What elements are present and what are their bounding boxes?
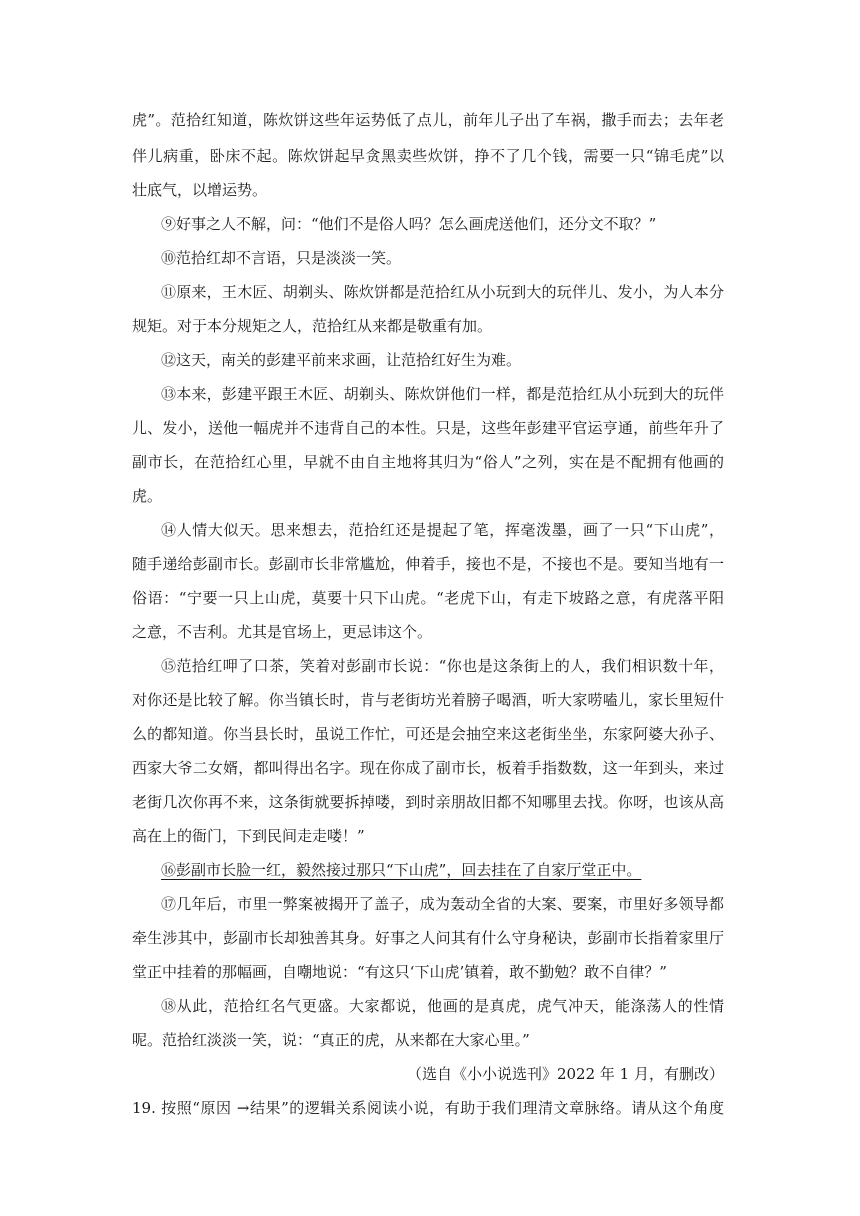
text-line: 虎”。范拾红知道，陈炊饼这些年运势低了点儿，前年儿子出了车祸，撒手而去；去年老 bbox=[132, 111, 724, 129]
text-line: 规矩。对于本分规矩之人，范拾红从来都是敬重有加。 bbox=[132, 317, 493, 335]
text-line: 壮底气，以增运势。 bbox=[132, 181, 268, 199]
text-line: 之意，不吉利。尤其是官场上，更忌讳这个。 bbox=[132, 623, 433, 641]
text-line: 牵生涉其中，彭副市长却独善其身。好事之人问其有什么守身秘诀，彭副市长指着家里厅 bbox=[132, 929, 724, 947]
text-line: 副市长，在范拾红心里，早就不由自主地将其归为“俗人”之列，实在是不配拥有他画的 bbox=[132, 453, 724, 471]
text-line: ⑫这天，南关的彭建平前来求画，让范拾红好生为难。 bbox=[161, 351, 522, 369]
text-line: ⑮范拾红呷了口茶，笑着对彭副市长说：“你也是这条街上的人，我们相识数十年， bbox=[161, 657, 724, 675]
text-line: 儿、发小，送他一幅虎并不违背自己的本性。只是，这些年彭建平官运亨通，前些年升了 bbox=[132, 419, 724, 437]
text-line: 对你还是比较了解。你当镇长时，肯与老街坊光着膀子喝酒，听大家唠嗑儿，家长里短什 bbox=[132, 691, 724, 709]
text-line: ⑨好事之人不解，问：“他们不是俗人吗？怎么画虎送他们，还分文不取？” bbox=[161, 215, 657, 233]
text-line: 呢。范拾红淡淡一笑，说：“真正的虎，从来都在大家心里。” bbox=[132, 1031, 530, 1049]
text-line: ⑪原来，王木匠、胡剃头、陈炊饼都是范拾红从小玩到大的玩伴儿、发小，为人本分 bbox=[161, 283, 724, 301]
text-line: 伴儿病重，卧床不起。陈炊饼起早贪黑卖些炊饼，挣不了几个钱，需要一只“锦毛虎”以 bbox=[132, 147, 724, 165]
text-line: ⑬本来，彭建平跟王木匠、胡剃头、陈炊饼他们一样，都是范拾红从小玩到大的玩伴 bbox=[161, 385, 724, 403]
text-line: 堂正中挂着的那幅画，自嘲地说：“有这只‘下山虎’镇着，敢不勤勉？敢不自律？” bbox=[132, 963, 667, 981]
text-line: ⑩范拾红却不言语，只是淡淡一笑。 bbox=[161, 249, 402, 267]
text-line: 虎。 bbox=[132, 487, 163, 505]
text-line: ⑭人情大似天。思来想去，范拾红还是提起了笔，挥毫泼墨，画了一只“下山虎”， bbox=[161, 521, 724, 539]
text-line: ⑯彭副市长脸一红，毅然接过那只“下山虎”，回去挂在了自家厅堂正中。 bbox=[161, 861, 642, 879]
text-line: 老街几次你再不来，这条街就要拆掉喽，到时亲朋故旧都不知哪里去找。你呀，也该从高 bbox=[132, 793, 724, 811]
question-line: 19. 按照“原因 →结果”的逻辑关系阅读小说，有助于我们理清文章脉络。请从这个角度 bbox=[132, 1099, 724, 1117]
text-line: 么的都知道。你当县长时，虽说工作忙，可还是会抽空来这老街坐坐，东家阿婆大孙子、 bbox=[132, 725, 724, 743]
text-line: 俗语：“宁要一只上山虎，莫要十只下山虎。“老虎下山，有走下坡路之意，有虎落平阳 bbox=[132, 589, 724, 607]
text-line: ⑱从此，范拾红名气更盛。大家都说，他画的是真虎，虎气冲天，能涤荡人的性情 bbox=[161, 997, 724, 1015]
text-line: 高在上的衙门，下到民间走走喽！” bbox=[132, 827, 365, 845]
text-line: 随手递给彭副市长。彭副市长非常尴尬，伸着手，接也不是，不接也不是。要知当地有一 bbox=[132, 555, 724, 573]
source-citation: （选自《小小说选刊》2022 年 1 月，有删改） bbox=[406, 1065, 724, 1083]
text-line: ⑰几年后，市里一弊案被揭开了盖子，成为轰动全省的大案、要案，市里好多领导都 bbox=[161, 895, 724, 913]
text-line: 西家大爷二女婿，都叫得出名字。现在你成了副市长，板着手指数数，这一年到头，来过 bbox=[132, 759, 724, 777]
